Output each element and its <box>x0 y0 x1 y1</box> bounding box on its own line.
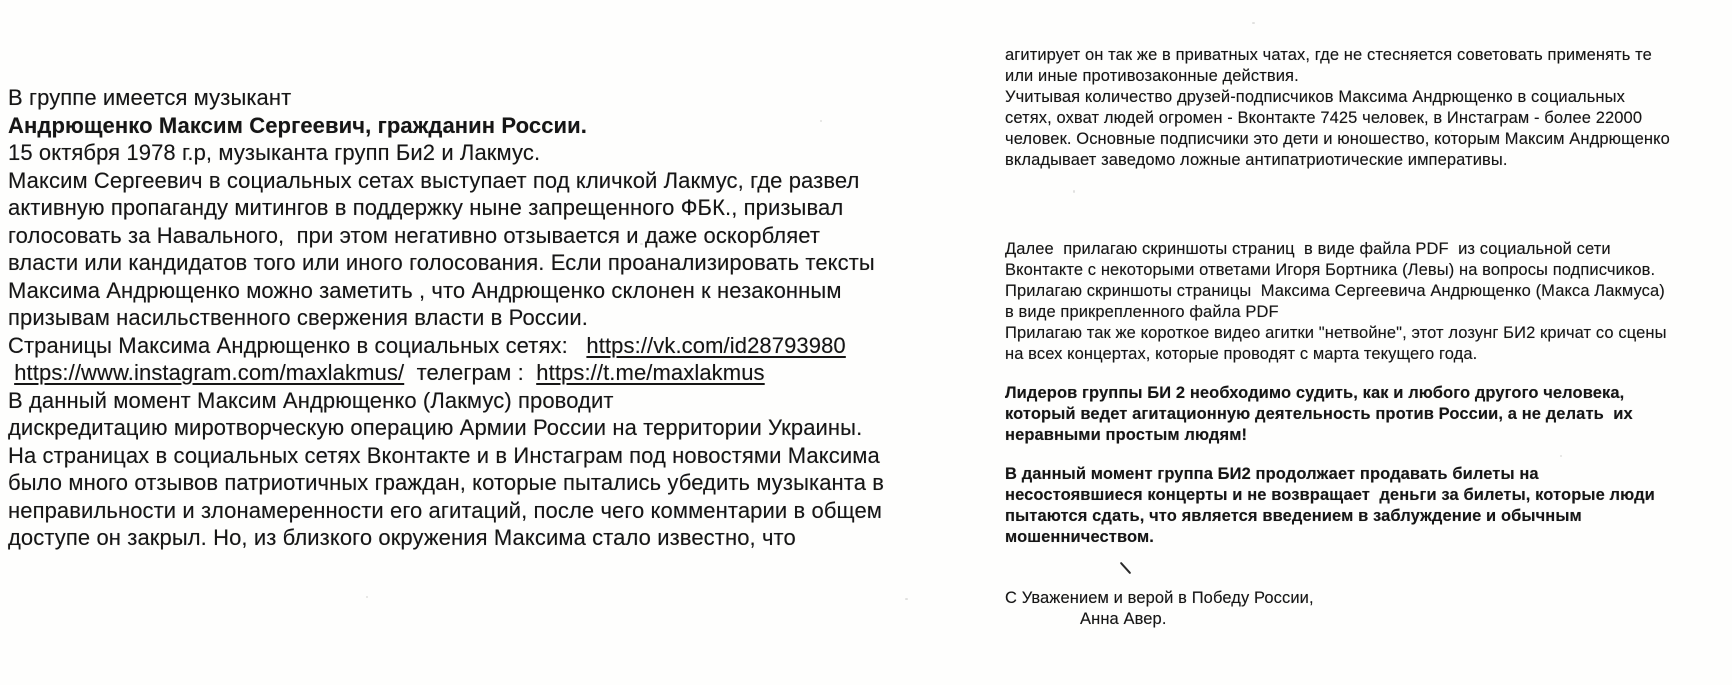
body-line: Максим Сергеевич в социальных сетах выступает под кличкой Лакмус, где развел <box>8 167 860 193</box>
body-line: власти или кандидатов того или иного голосования. Если проанализировать тексты <box>8 250 875 275</box>
bold-statement-line: Лидеров группы БИ 2 необходимо судить, как и любого другого человека, <box>1005 384 1625 402</box>
body-line: сетях, охват людей огромен - Вконтакте 7425 человек, в Инстаграм - более 22000 <box>1005 108 1643 127</box>
body-line: голосовать за Навального, при этом негативно отзывается и даже оскорбляет <box>8 222 821 248</box>
scan-speck <box>1450 130 1452 132</box>
body-line: вкладывает заведомо ложные антипатриотические императивы. <box>1005 150 1508 169</box>
scan-speck <box>640 243 643 245</box>
body-line: дискредитацию миротворческую операцию Армии России на территории Украины. <box>8 415 863 440</box>
body-line: Далее прилагаю скриншоты страниц в виде файла PDF из социальной сети <box>1005 240 1611 258</box>
body-line: Вконтакте с некоторыми ответами Игоря Бортника (Левы) на вопросы подписчиков. <box>1005 260 1656 279</box>
telegram-label: телеграм : <box>404 360 537 385</box>
scan-speck <box>820 120 822 122</box>
right-page-paragraph-2 <box>1005 239 1723 364</box>
bold-statement-line: пытаются сдать, что является введением в заблуждение и обычным <box>1005 506 1582 525</box>
social-links-label: Страницы Максима Андрющенко в социальных сетях: <box>8 332 587 358</box>
left-page <box>8 84 913 552</box>
telegram-profile-link: https://t.me/maxlakmus <box>536 360 765 385</box>
subject-name-line: Андрющенко Максим Сергеевич, гражданин России. <box>8 112 588 138</box>
scan-speck <box>1560 455 1562 457</box>
scan-speck <box>1252 22 1255 24</box>
instagram-profile-link: https://www.instagram.com/maxlakmus/ <box>14 360 405 385</box>
body-line: человек. Основные подписчики это дети и юношество, которым Максим Андрющенко <box>1005 129 1670 148</box>
body-line: было много отзывов патриотичных граждан, которые пытались убедить музыканта в <box>8 470 885 495</box>
social-links-line-2 <box>8 359 913 387</box>
body-line: Максима Андрющенко можно заметить , что Андрющенко склонен к незаконным <box>8 277 842 303</box>
signoff-block <box>1005 588 1723 630</box>
scan-speck <box>366 596 368 598</box>
scan-speck <box>1073 190 1075 193</box>
body-line: В данный момент Максим Андрющенко (Лакмус) проводит <box>8 387 614 413</box>
body-line: призывам насильственного свержения власти в России. <box>8 305 588 330</box>
body-line: Прилагаю скриншоты страницы Максима Сергеевича Андрющенко (Макса Лакмуса) <box>1005 281 1665 300</box>
scan-scratch-mark <box>1120 562 1132 574</box>
signature-name: Анна Авер. <box>1080 609 1167 628</box>
social-links-line-1 <box>8 332 913 360</box>
right-page-paragraph-1 <box>1005 45 1723 170</box>
body-line: Прилагаю так же короткое видео агитки "нетвойне", этот лозунг БИ2 кричат со сцены <box>1005 323 1667 342</box>
body-line: активную пропаганду митингов в поддержку ныне запрещенного ФБК., призывал <box>8 195 844 220</box>
bold-statement-line: В данный момент группа БИ2 продолжает продавать билеты на <box>1005 465 1539 483</box>
bold-statement-line: несостоявшиеся концерты и не возвращает деньги за билеты, которые люди <box>1005 485 1655 504</box>
body-line: агитирует он так же в приватных чатах, где не стесняется советовать применять те <box>1005 46 1652 64</box>
body-line: в виде прикрепленного файла PDF <box>1005 302 1279 321</box>
right-page-paragraph-3-bold <box>1005 383 1723 446</box>
body-line: неправильности и злонамеренности его агитаций, после чего комментарии в общем <box>8 497 883 523</box>
closing-line: С Уважением и верой в Победу России, <box>1005 589 1314 607</box>
bold-statement-line: мошенничеством. <box>1005 527 1154 546</box>
intro-line: В группе имеется музыкант <box>8 85 292 110</box>
right-page-paragraph-4-bold <box>1005 464 1723 548</box>
body-line: или иные противозаконные действия. <box>1005 66 1299 85</box>
body-line: Учитывая количество друзей-подписчиков Максима Андрющенко в социальных <box>1005 87 1625 106</box>
body-line: На страницах в социальных сетях Вконтакте и в Инстаграм под новостями Максима <box>8 442 880 468</box>
birthdate-line: 15 октября 1978 г.р, музыканта групп Би2 и Лакмус. <box>8 140 541 165</box>
vk-profile-link: https://vk.com/id28793980 <box>586 332 846 358</box>
scan-speck <box>905 598 908 600</box>
body-line: доступе он закрыл. Но, из близкого окружения Максима стало известно, что <box>8 525 796 550</box>
body-line: на всех концертах, которые проводят с марта текущего года. <box>1005 344 1478 363</box>
bold-statement-line: который ведет агитационную деятельность против России, а не делать их <box>1005 404 1633 423</box>
bold-statement-line: неравными простым людям! <box>1005 425 1248 444</box>
